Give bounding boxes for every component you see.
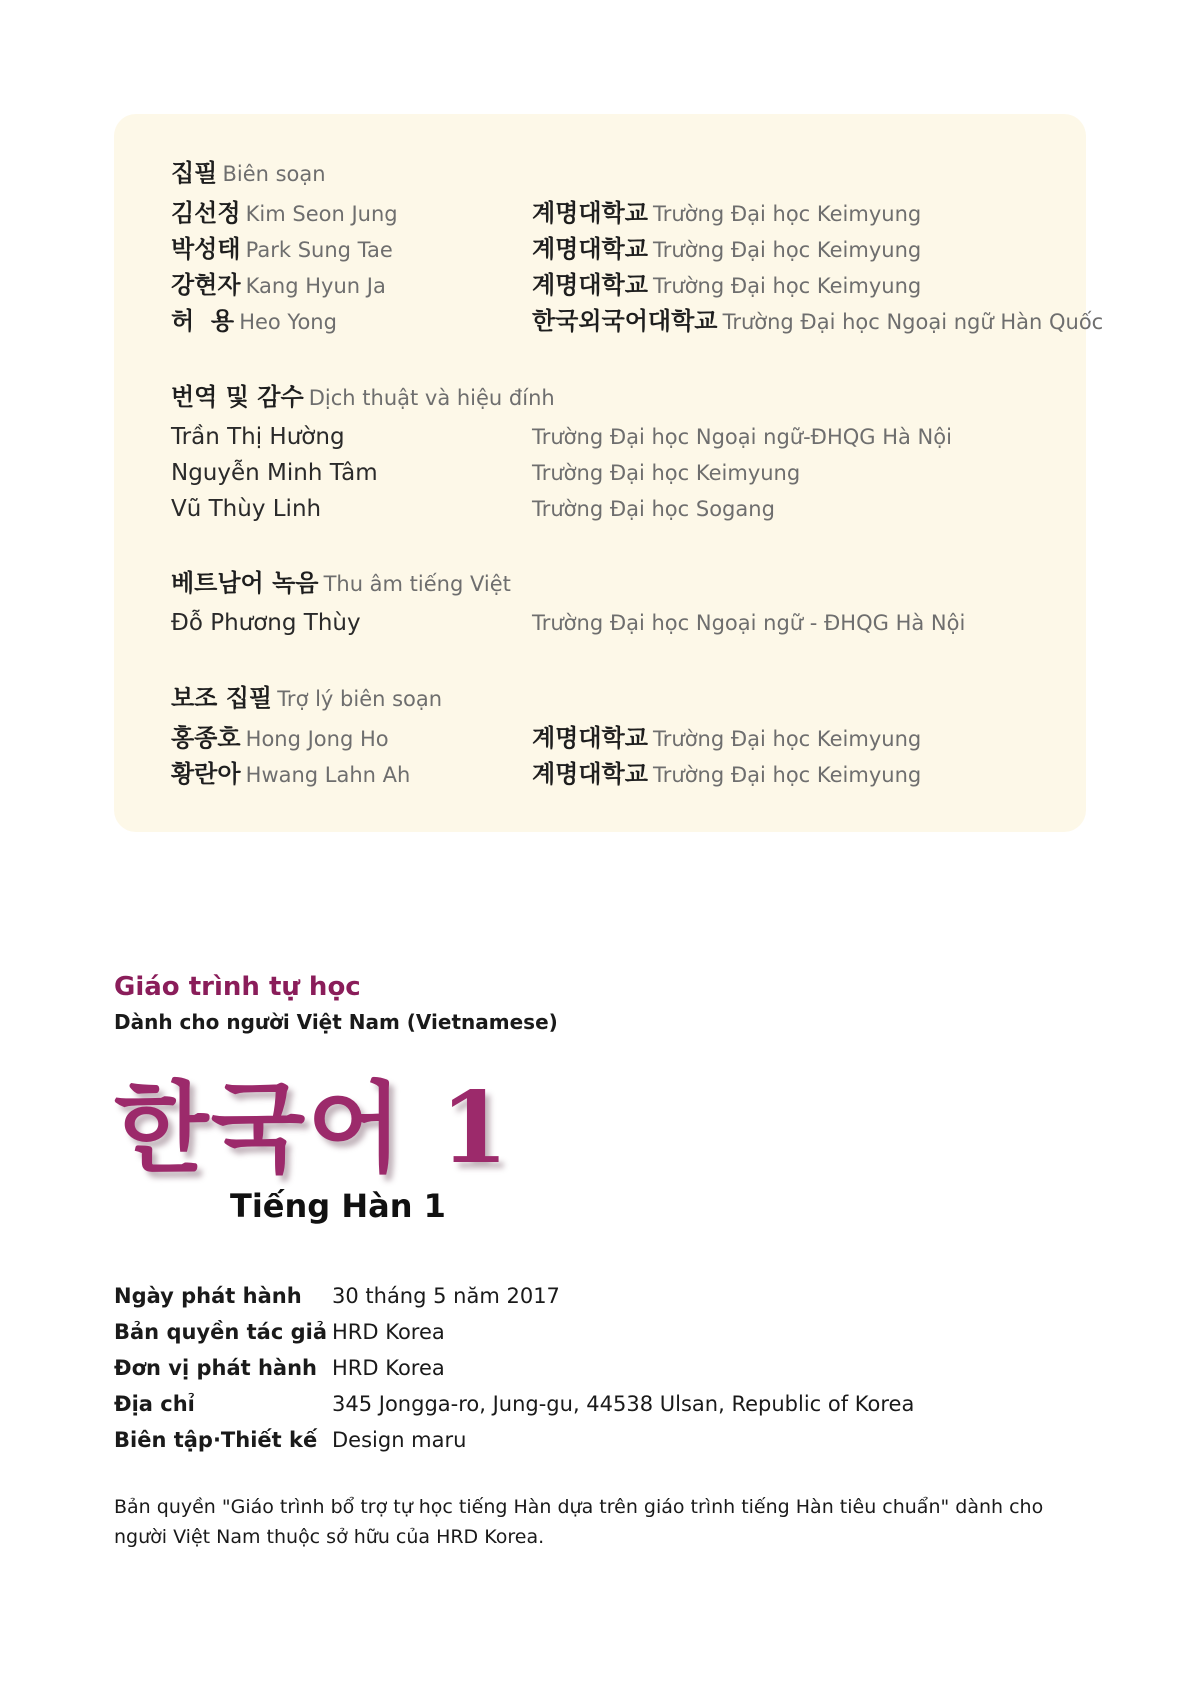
section-title-ko: 번역 및 감수 [171,383,304,411]
info-value: HRD Korea [332,1356,445,1380]
info-value: HRD Korea [332,1320,445,1344]
person-name: Vũ Thùy Linh [171,496,322,522]
affiliation-ko: 한국외국어대학교 [532,307,718,335]
person-name: Nguyễn Minh Tâm [171,460,378,486]
person-name-en: Hwang Lahn Ah [245,763,411,787]
section-title-vi: Thu âm tiếng Việt [323,572,511,596]
info-label: Đơn vị phát hành [114,1356,318,1380]
section-title [171,566,511,600]
affiliation-vi: Trường Đại học Ngoại ngữ Hàn Quốc [722,310,1104,334]
affiliation-vi: Trường Đại học Keimyung [532,461,801,485]
affiliation-vi: Trường Đại học Keimyung [653,202,922,226]
person-name: Trần Thị Hường [171,424,345,450]
affiliation-vi: Trường Đại học Keimyung [653,274,922,298]
section-title-ko: 보조 집필 [171,684,273,712]
person-name: Đỗ Phương Thùy [171,610,361,636]
book-title-vi: Tiếng Hàn 1 [230,1187,446,1225]
credit-row [171,456,1086,490]
info-label: Bản quyền tác giả [114,1320,327,1344]
credit-row [171,304,1104,338]
credit-row [171,721,1086,755]
affiliation-vi: Trường Đại học Ngoại ngữ-ĐHQG Hà Nội [532,425,952,449]
affiliation-ko: 계명대학교 [532,235,648,263]
info-value: 345 Jongga-ro, Jung-gu, 44538 Ulsan, Republic of Korea [332,1392,915,1416]
section-title-vi: Trợ lý biên soạn [277,687,443,711]
info-value: 30 tháng 5 năm 2017 [332,1284,560,1308]
section-title-vi: Dịch thuật và hiệu đính [308,386,555,410]
section-title [171,380,555,414]
affiliation-vi: Trường Đại học Keimyung [653,238,922,262]
person-name-ko: 황란아 [171,760,241,788]
credits-box [114,114,1104,832]
section-title [171,681,442,715]
affiliation-ko: 계명대학교 [532,271,648,299]
section-title-ko: 집필 [171,159,218,187]
section-title-vi: Biên soạn [222,162,326,186]
person-name-en: Heo Yong [239,310,337,334]
affiliation-vi: Trường Đại học Keimyung [653,727,922,751]
section-title-ko: 베트남어 녹음 [171,569,319,597]
book-title-ko: 한국어 1 [114,1071,511,1186]
person-name-ko: 강현자 [171,271,241,299]
audience-subtitle: Dành cho người Việt Nam (Vietnamese) [114,1010,558,1034]
info-label: Biên tập·Thiết kế [114,1428,318,1452]
credit-row [171,606,1086,640]
affiliation-ko: 계명대학교 [532,199,648,227]
credit-row [171,757,1086,791]
info-label: Ngày phát hành [114,1284,302,1308]
person-name-ko: 허 용 [171,307,235,335]
affiliation-vi: Trường Đại học Ngoại ngữ - ĐHQG Hà Nội [532,611,966,635]
info-label: Địa chỉ [114,1392,195,1416]
affiliation-vi: Trường Đại học Sogang [532,497,775,521]
person-name-en: Kim Seon Jung [245,202,398,226]
credit-row [171,268,1086,302]
person-name-ko: 박성태 [171,235,241,263]
copyright-notice: Bản quyền "Giáo trình bổ trợ tự học tiếng Hàn dựa trên giáo trình tiếng Hàn tiêu chuẩn" dành cho người Việt Nam thuộc sở hữu của HRD Korea. [114,1496,1044,1548]
affiliation-ko: 계명대학교 [532,724,648,752]
person-name-ko: 홍종호 [171,724,241,752]
info-value: Design maru [332,1428,467,1452]
credit-row [171,420,1086,454]
person-name-ko: 김선정 [171,199,241,227]
person-name-en: Hong Jong Ho [245,727,389,751]
affiliation-ko: 계명대학교 [532,760,648,788]
series-title: Giáo trình tự học [114,972,361,1002]
person-name-en: Park Sung Tae [245,238,393,262]
credit-row [171,492,1086,526]
credit-row [171,232,1086,266]
credit-row [171,196,1086,230]
person-name-en: Kang Hyun Ja [245,274,386,298]
affiliation-vi: Trường Đại học Keimyung [653,763,922,787]
section-title [171,156,326,190]
